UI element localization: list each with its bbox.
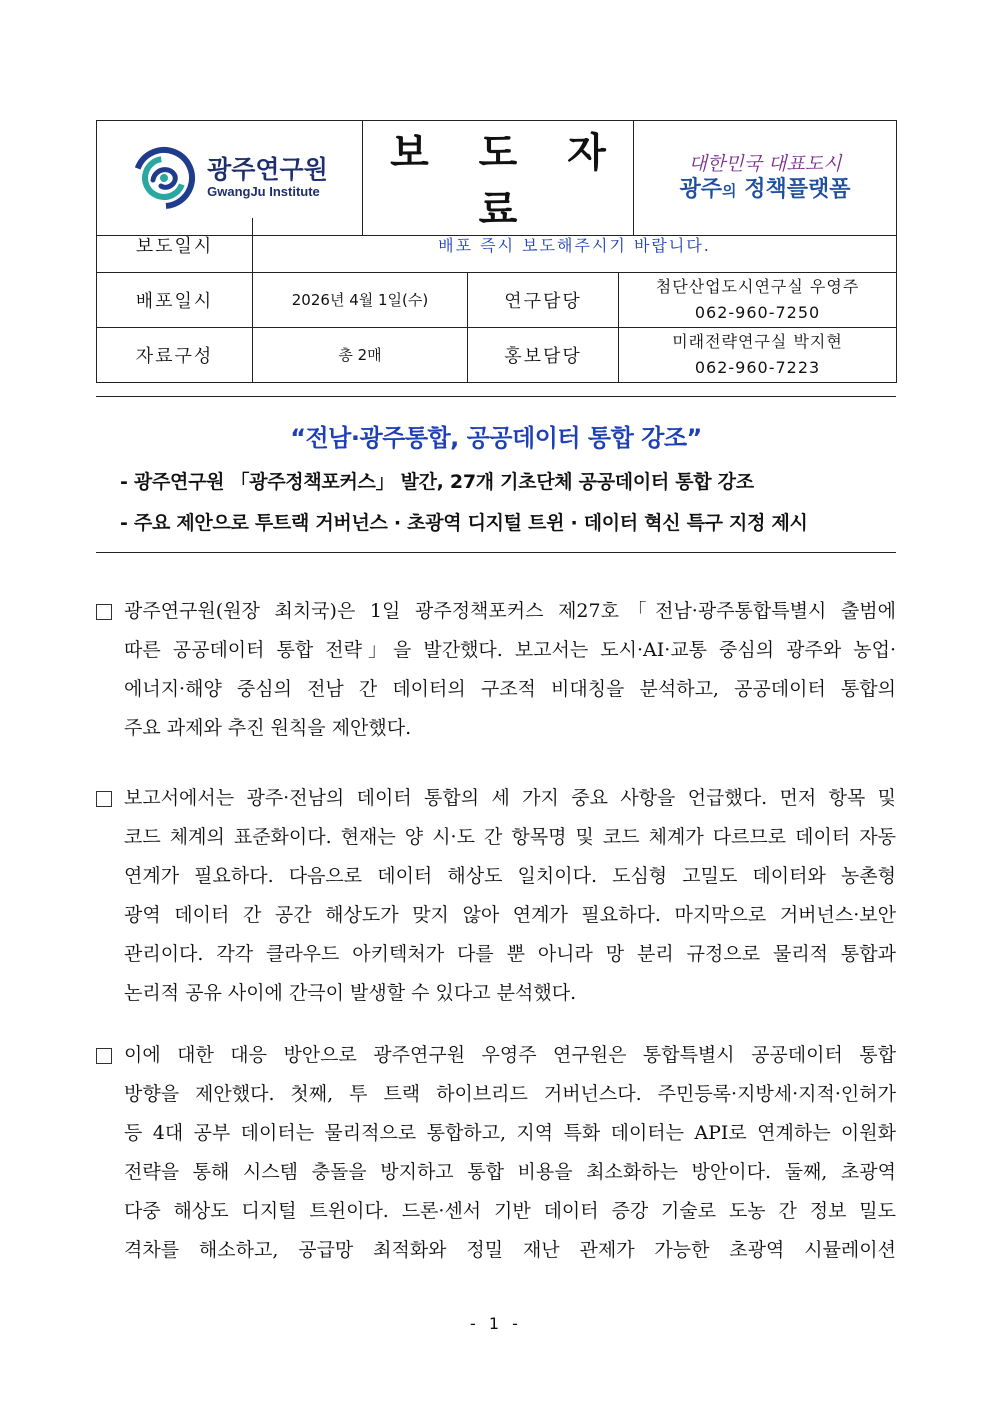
research-contact-phone: 062-960-7250 xyxy=(694,302,821,322)
headline: “전남·광주통합, 공공데이터 통합 강조” xyxy=(290,424,702,452)
paragraph-line: 다중 해상도 디지털 트윈이다. 드론·센서 기반 데이터 증강 기술로 도농 간 정보 밀도 xyxy=(124,1200,896,1222)
composition-label: 자료구성 xyxy=(97,327,253,382)
pr-contact xyxy=(619,327,897,382)
divider-bottom xyxy=(96,552,896,553)
slogan-bottom xyxy=(634,176,896,205)
slogan-top: 대한민국 대표도시 xyxy=(688,152,842,175)
paragraph-line: 광역 데이터 간 공간 해상도가 맞지 않아 연계가 필요하다. 마지막으로 거버넌스·보안 xyxy=(124,904,896,926)
body-paragraph-1 xyxy=(96,592,896,748)
research-contact-label: 연구담당 xyxy=(468,272,619,327)
paragraph-line: 방향을 제안했다. 첫째, 투 트랙 하이브리드 거버넌스다. 주민등록·지방세·지적·인허가 xyxy=(124,1083,896,1105)
subheading-2: - 주요 제안으로 투트랙 거버넌스 · 초광역 디지털 트윈 · 데이터 혁신 특구 지정 제시 xyxy=(120,512,808,534)
composition-value: 총 2매 xyxy=(253,327,468,382)
paragraph-line: 등 4대 공부 데이터는 물리적으로 통합하고, 지역 특화 데이터는 API로 연계하는 이원화 xyxy=(124,1122,896,1144)
paragraph-line: 보고서에서는 광주·전남의 데이터 통합의 세 가지 중요 사항을 언급했다. 먼저 항목 및 xyxy=(124,787,896,809)
logo-korean-name: 광주연구원 xyxy=(207,155,328,184)
institute-logo xyxy=(97,146,362,210)
paragraph-line: 전략을 통해 시스템 충돌을 방지하고 통합 비용을 최소화하는 방안이다. 둘째, 초광역 xyxy=(124,1161,896,1183)
research-contact-name: 첨단산업도시연구실 우영주 xyxy=(655,276,860,296)
page-number: - 1 - xyxy=(470,1314,522,1333)
pr-contact-label: 홍보담당 xyxy=(468,327,619,382)
subheading-1: - 광주연구원 「광주정책포커스」 발간, 27개 기초단체 공공데이터 통합 강조 xyxy=(120,471,754,493)
body-paragraph-3 xyxy=(96,1036,896,1270)
paragraph-line: 에너지·해양 중심의 전남 간 데이터의 구조적 비대칭을 분석하고, 공공데이터 통합의 xyxy=(124,678,896,700)
press-release-title: 보 도 자 료 xyxy=(363,121,634,236)
body-paragraph-2 xyxy=(96,779,896,1013)
distribution-date-value: 2026년 4월 1일(수) xyxy=(253,272,468,327)
slogan-city: 광주 xyxy=(679,176,723,202)
pr-contact-phone: 062-960-7223 xyxy=(694,357,821,377)
checkbox-bullet-icon xyxy=(96,1048,112,1064)
paragraph-line: 광주연구원(원장 최치국)은 1일 광주정책포커스 제27호「전남·광주통합특별시 출범에 xyxy=(124,600,896,622)
logo-english-name: GwangJu Institute xyxy=(207,184,320,199)
paragraph-line: 이에 대한 대응 방안으로 광주연구원 우영주 연구원은 통합특별시 공공데이터 통합 xyxy=(124,1044,896,1066)
paragraph-line: 주요 과제와 추진 원칙을 제안했다. xyxy=(124,717,412,739)
paragraph-line: 관리이다. 각각 클라우드 아키텍처가 다를 뿐 아니라 망 분리 규정으로 물리적 통합과 xyxy=(124,943,896,965)
gwangju-institute-logo-icon xyxy=(131,146,197,210)
paragraph-line: 연계가 필요하다. 다음으로 데이터 해상도 일치이다. 도심형 고밀도 데이터와 농촌형 xyxy=(124,865,896,887)
paragraph-line: 코드 체계의 표준화이다. 현재는 양 시·도 간 항목명 및 코드 체계가 다르므로 데이터 자동 xyxy=(124,826,896,848)
pr-contact-name: 미래전략연구실 박지현 xyxy=(672,331,843,351)
press-info-table xyxy=(96,218,897,383)
slogan-platform: 정책플랫폼 xyxy=(744,176,851,202)
paragraph-line: 논리적 공유 사이에 간극이 발생할 수 있다고 분석했다. xyxy=(124,982,577,1004)
divider-top xyxy=(96,396,896,397)
paragraph-line: 따른 공공데이터 통합 전략」을 발간했다. 보고서는 도시·AI·교통 중심의 광주와 농업· xyxy=(124,639,896,661)
paragraph-line: 격차를 해소하고, 공급망 최적화와 정밀 재난 관제가 가능한 초광역 시뮬레이션 xyxy=(124,1239,896,1261)
research-contact xyxy=(619,272,897,327)
report-date-label: 보도일시 xyxy=(97,218,253,272)
checkbox-bullet-icon xyxy=(96,604,112,620)
slogan-of: 의 xyxy=(722,181,737,200)
report-date-value: 배포 즉시 보도해주시기 바랍니다. xyxy=(253,218,897,272)
checkbox-bullet-icon xyxy=(96,791,112,807)
distribution-date-label: 배포일시 xyxy=(97,272,253,327)
